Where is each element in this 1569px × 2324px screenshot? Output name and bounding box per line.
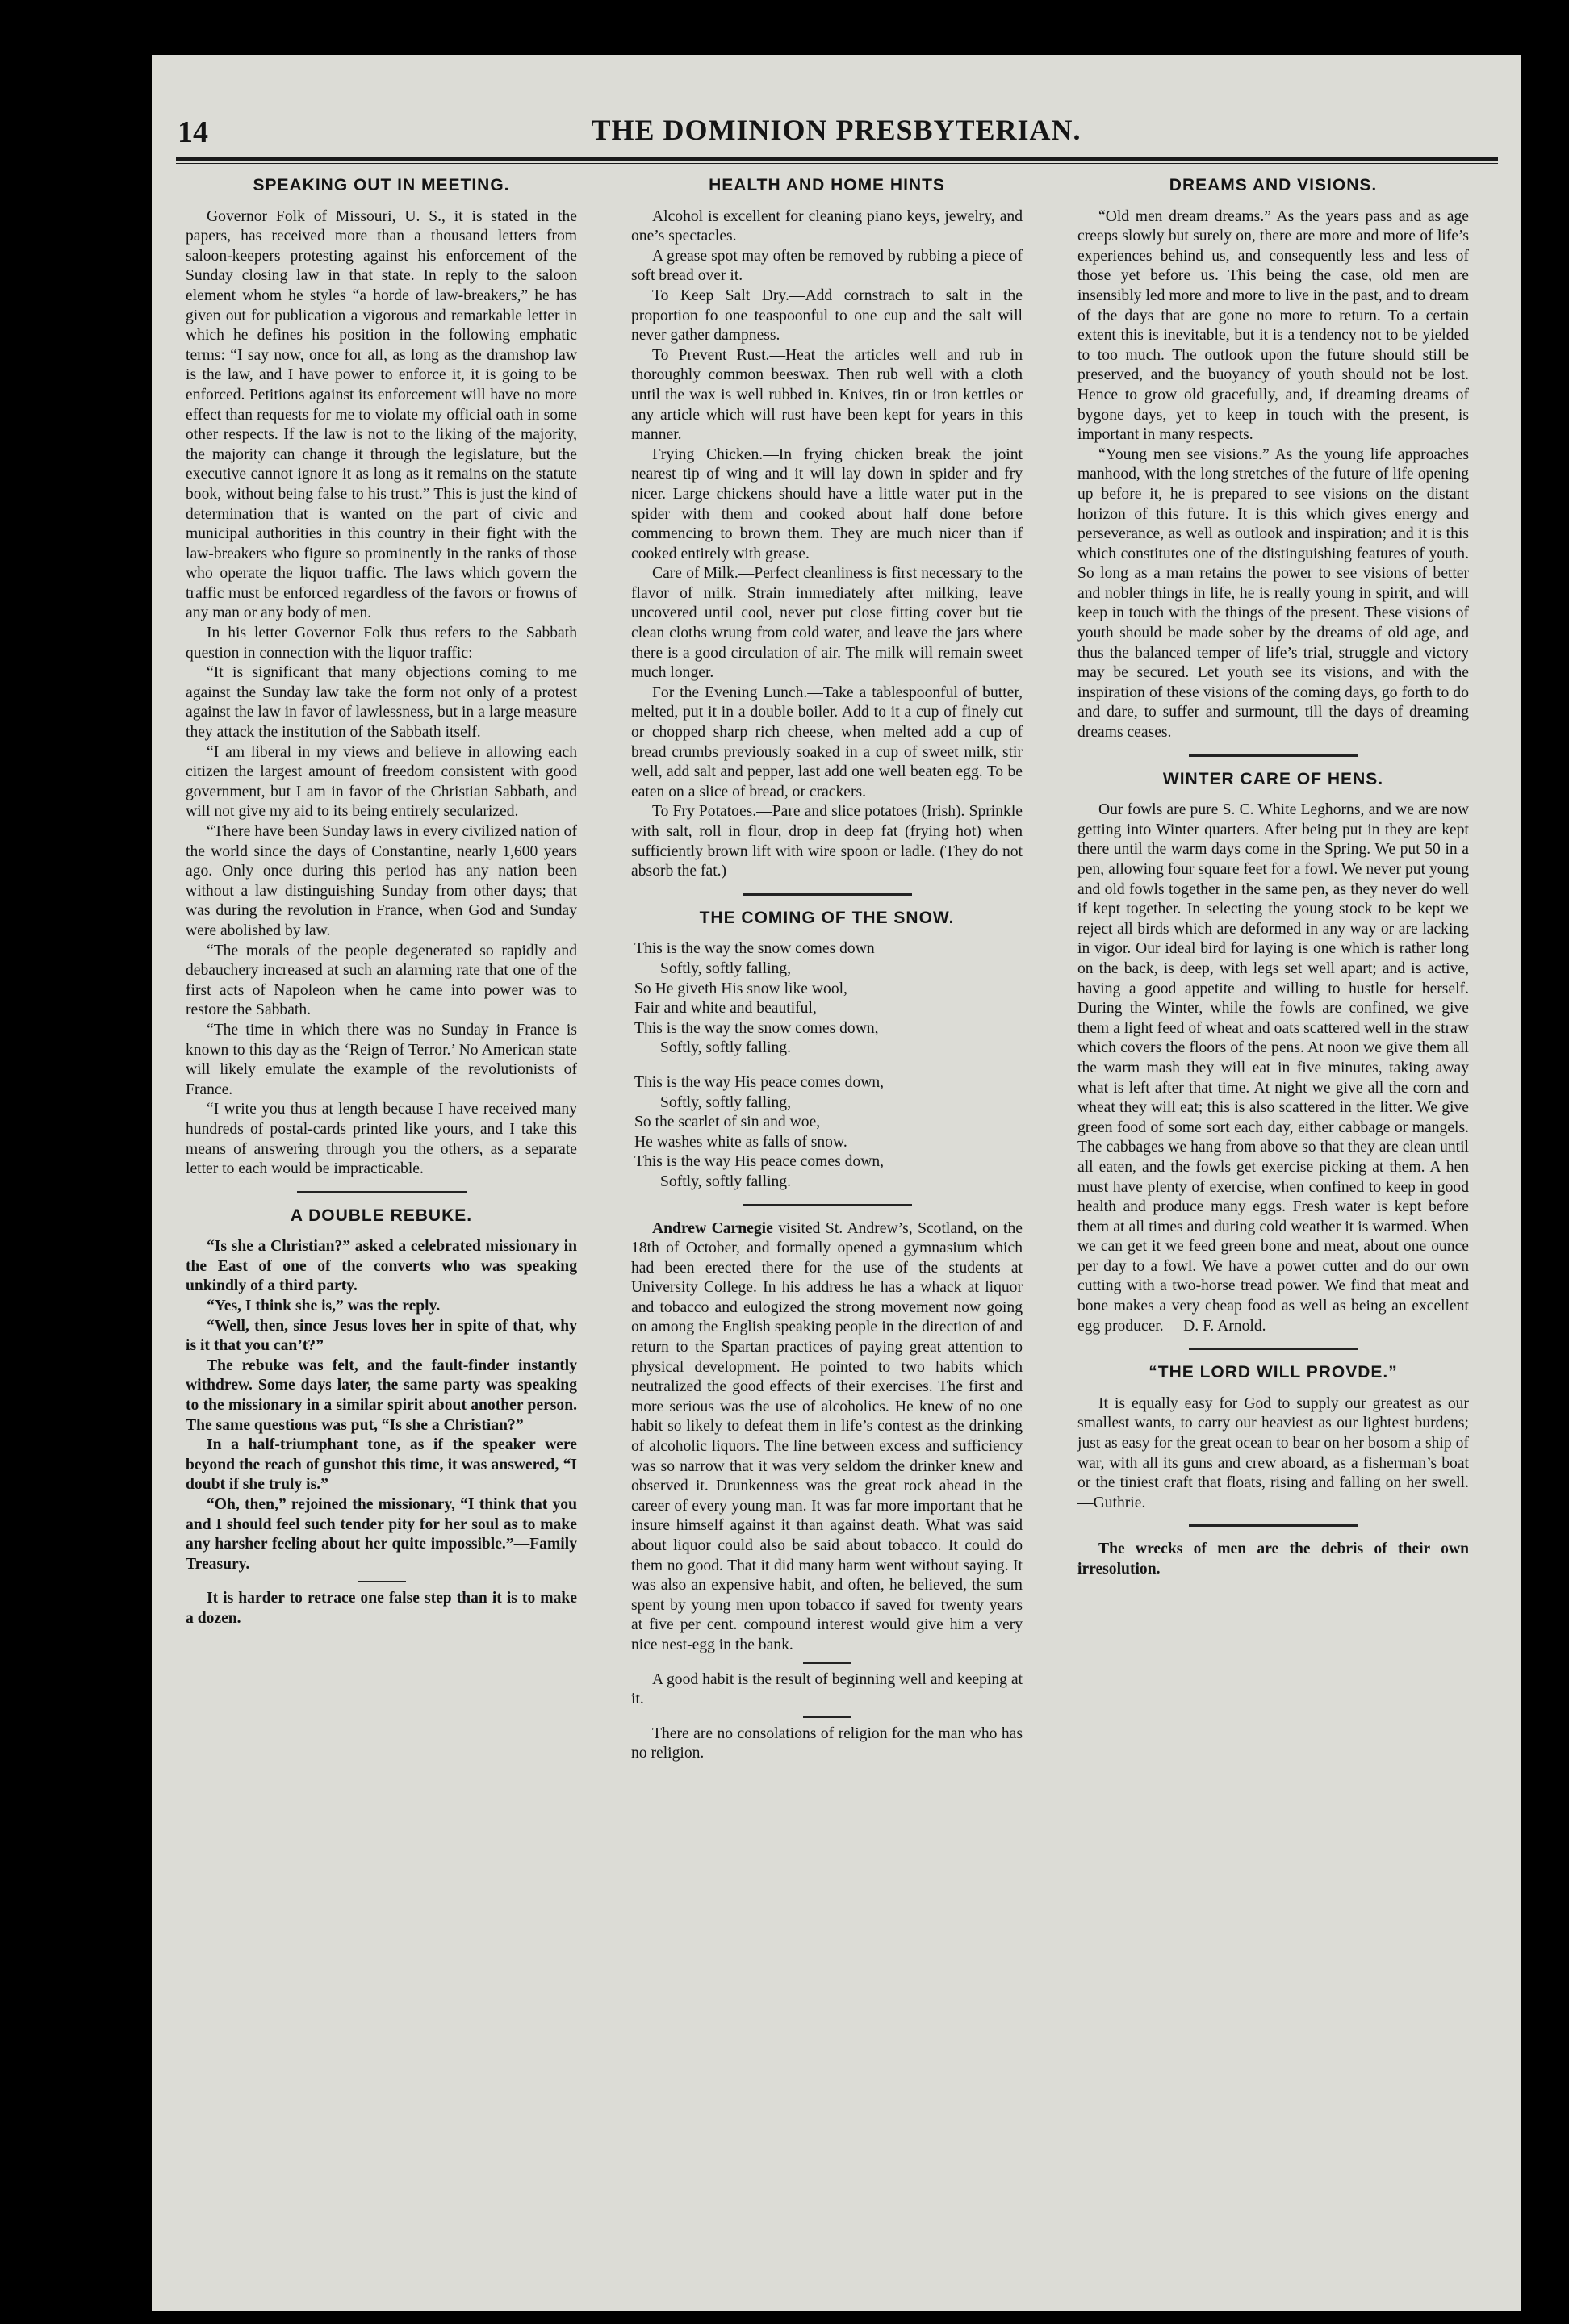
paragraph: “Young men see visions.” As the young life approaches manhood, with the long stretches of the future of life opening up before it, he is prepared to see visions on the distant horizon of this future. It is this which gives energy and perseverance, as well as outlook and inspiration; and it is this which constitutes one of the distinguishing features of youth. So long as a man retains the power to see visions of better and nobler things in life, he is really young in spirit, and will keep in touch with the things of the present. These visions of youth should be made sober by the dreams of old age, and thus the balanced temper of life’s trial, struggle and victory may be secured. Let youth see its visions, and with the inspiration of these visions of the coming days, go forth to do and dare, to suffer and surmount, till the days of dreaming dreams ceases. xyxy=(1077,445,1469,742)
note: A good habit is the result of beginning well and keeping at it. xyxy=(631,1670,1023,1708)
article-title: DREAMS AND VISIONS. xyxy=(1169,176,1378,194)
poem-line: This is the way the snow comes down xyxy=(634,940,875,958)
column-3 xyxy=(1077,176,1469,1580)
poem-line: Softly, softly falling. xyxy=(660,1039,792,1057)
paragraph: Alcohol is excellent for cleaning piano keys, jewelry, and one’s spectacles. xyxy=(631,207,1023,245)
paragraph: “It is significant that many objections coming to me against the Sunday law take the form not only of a protest against the law in favor of lawlessness, but in a large measure they attack the institution of the Sabbath itself. xyxy=(186,664,577,742)
paragraph: “Yes, I think she is,” was the reply. xyxy=(207,1298,441,1315)
poem-line: He washes white as falls of snow. xyxy=(634,1133,847,1151)
column-divider xyxy=(1189,1348,1358,1350)
poem-stanza xyxy=(634,939,1023,1059)
paragraph: “There have been Sunday laws in every civilized nation of the world since the days of Constantine, nearly 1,600 years ago. Only once during this period has any nation been without a law distinguishing Sunday from other days; that was during the revolution in France, when God and Sunday were abolished by law. xyxy=(186,823,577,939)
column-divider xyxy=(803,1662,851,1664)
column-divider xyxy=(743,893,912,896)
poem-line: So He giveth His snow like wool, xyxy=(634,980,847,997)
paragraph: To Prevent Rust.—Heat the articles well and rub in thoroughly common beeswax. Then rub well with a cloth until the wax is well rubbed in. Knives, tin or iron kettles or any article which will rust have been kept for years in this manner. xyxy=(631,346,1023,444)
poem-line: So the scarlet of sin and woe, xyxy=(634,1114,821,1131)
poem-line: Softly, softly falling, xyxy=(660,1093,792,1111)
poem-line: This is the way the snow comes down, xyxy=(634,1019,879,1037)
paragraph: “Is she a Christian?” asked a celebrated missionary in the East of one of the converts who was speaking unkindly of a third party. xyxy=(186,1238,577,1295)
poem-title: THE COMING OF THE SNOW. xyxy=(699,908,955,927)
paragraph: “Oh, then,” rejoined the missionary, “I think that you and I should feel such tender pity for her soul as to make any harsher feeling about her quite impossible.”—Family Treasury. xyxy=(186,1496,577,1573)
closing-note: The wrecks of men are the debris of their own irresolution. xyxy=(1077,1540,1469,1578)
newspaper-page xyxy=(152,55,1521,2311)
article-title: “THE LORD WILL PROVDE.” xyxy=(1149,1363,1398,1382)
paragraph: “Well, then, since Jesus loves her in spite of that, why is it that you can’t?” xyxy=(186,1317,577,1355)
paragraph: Care of Milk.—Perfect cleanliness is first necessary to the flavor of milk. Strain immediately after milking, leave uncovered until cool, never put close fitting cover but tie clean cloths wrung from cold water, and leave the jars where there is a good circulation of air. The milk will remain sweet much longer. xyxy=(631,565,1023,682)
paragraph: “Old men dream dreams.” As the years pass and as age creeps slowly but surely on, there are more and more of life’s experiences behind us, and consequently less and less of those yet before us. This being the case, old men are insensibly led more and more to live in the past, and to dream of the days that are gone no more to return. To a certain extent this is inevitable, but it is a tendency not to be yielded to too much. The outlook upon the future should still be preserved, and the buoyancy of youth should not be lost. Hence to grow old gracefully, and, if dreaming dreams of bygone days, yet to keep in touch with the present, is important in many respects. xyxy=(1077,207,1469,444)
masthead: THE DOMINION PRESBYTERIAN. xyxy=(591,114,1082,146)
paragraph: In his letter Governor Folk thus refers to the Sabbath question in connection with the liquor traffic: xyxy=(186,625,577,662)
column-divider xyxy=(358,1581,406,1582)
article-title: SPEAKING OUT IN MEETING. xyxy=(253,176,510,194)
paragraph: “I am liberal in my views and believe in allowing each citizen the largest amount of freedom consistent with good government, but I am in favor of the Christian Sabbath, and will not give my aid to its being entirely secularized. xyxy=(186,743,577,821)
column-divider xyxy=(743,1204,912,1206)
paragraph xyxy=(631,1219,1023,1656)
paragraph: To Keep Salt Dry.—Add cornstrach to salt in the proportion fo one teaspoonful to one cup and the salt will never gather dampness. xyxy=(631,286,1023,345)
article-title: HEALTH AND HOME HINTS xyxy=(709,176,945,194)
paragraph: Governor Folk of Missouri, U. S., it is stated in the papers, has received more than a thousand letters from saloon-keepers protesting against his enforcement of the Sunday closing law in that state. In reply to the saloon element whom he styles “a horde of law-breakers,” he has given out for publication a vigorous and remarkable letter in which he defines his position in the following emphatic terms: “I say now, once for all, as long as the dramshop law is the law, and I have power to enforce it, it is going to be enforced. Petitions against its enforcement will have no more effect than requests for me to violate my official oath in some other respects. If the law is not to the liking of the majority, the majority can change it through the legislature, but the executive cannot ignore it as long as it remains on the statute book, without being false to his trust.” This is just the kind of determination that is wanted on the part of civic and municipal authorities in this country in their fight with the law-breakers who figure so prominently in the ranks of those who operate the liquor traffic. The laws which govern the traffic must be enforced regardless of the favors or frowns of any man or any body of men. xyxy=(186,207,577,622)
page-number: 14 xyxy=(178,115,208,149)
poem-stanza xyxy=(634,1073,1023,1193)
header-rule-thin xyxy=(176,163,1498,164)
note: There are no consolations of religion for the man who has no religion. xyxy=(631,1724,1023,1762)
paragraph: To Fry Potatoes.—Pare and slice potatoes (Irish). Sprinkle with salt, roll in flour, drop in deep fat (frying hot) when sufficiently brown lift with wire spoon or ladle. (They do not absorb the fat.) xyxy=(631,803,1023,880)
column-divider xyxy=(1189,754,1358,757)
paragraph: For the Evening Lunch.—Take a tablespoonful of butter, melted, put it in a double boiler. Add to it a cup of finely cut or chopped sharp rich cheese, when melted add a cup of bread crumbs previously soaked in a cup of sweet milk, stir well, add salt and pepper, last add one well beaten egg. To be eaten on a slice of bread, or crackers. xyxy=(631,683,1023,800)
article-title: A DOUBLE REBUKE. xyxy=(290,1206,473,1225)
column-divider xyxy=(297,1191,467,1193)
article-title: WINTER CARE OF HENS. xyxy=(1162,769,1384,788)
poem-line: Softly, softly falling. xyxy=(660,1172,792,1190)
paragraph: A grease spot may often be removed by rubbing a piece of soft bread over it. xyxy=(631,247,1023,285)
column-divider xyxy=(803,1716,851,1718)
header-rule xyxy=(176,157,1498,161)
column-2 xyxy=(631,176,1023,1764)
poem-line: Fair and white and beautiful, xyxy=(634,1000,817,1018)
column-1 xyxy=(186,176,577,1629)
paragraph: Frying Chicken.—In frying chicken break the joint nearest tip of wing and it will lay down in spider and fry nicer. Large chickens should have a little water put in the spider with them and cooked about half done before commencing to brown them. They are much nicer than if cooked entirely with grease. xyxy=(631,445,1023,562)
paragraph: It is equally easy for God to supply our greatest as our smallest wants, to carry our heaviest as our lightest burdens; just as easy for the great ocean to bear on her bosom a ship of war, with all its guns and crew aboard, as a fisherman’s boat or the tiniest craft that floats, rising and falling on her swell.—Guthrie. xyxy=(1077,1394,1469,1511)
paragraph-text: visited St. Andrew’s, Scotland, on the 18th of October, and formally opened a gymnasium which had been erected there for the use of the students at University College. In his address he has a whack at liquor and tobacco and eulogized the strong movement now going on among the English speaking people in the direction of and return to the Spartan practices of paying great attention to physical development. He pointed to two habits which neutralized the good effects of their exercises. The first and more serious was the use of alcoholics. He knew of no one habit so likely to defeat them in life’s contest as the drinking of alcoholic liquors. The line between excess and sufficiency was so narrow that it was very seldom the drinker knew and observed it. Drunkenness was the great rock ahead in the career of every young man. It was far more important that he insure himself against it than against death. What was said about liquor could also be said about tobacco. It could do them no good. That it did many harm went without saying. It was also an expensive habit, and often, he believed, the sum spent by young men upon tobacco if saved for twenty years at five per cent. compound interest would give him a very nice nest-egg in the bank. xyxy=(631,1219,1023,1653)
paragraph: “The morals of the people degenerated so rapidly and debauchery increased at such an alarming rate that one of the first acts of Napoleon when he came into power was to restore the Sabbath. xyxy=(186,942,577,1019)
poem-line: This is the way His peace comes down, xyxy=(634,1153,885,1171)
poem-line: Softly, softly falling, xyxy=(660,959,792,977)
paragraph: Our fowls are pure S. C. White Leghorns, and we are now getting into Winter quarters. After being put in they are kept there until the warm days come in the Spring. We put 50 in a pen, allowing four square feet for a fowl. We never put young and old fowls together in the same pen, as they never do well if kept together. In selecting the young stock to be kept we reject all birds which are deformed in any way or are lacking in vigor. Our ideal bird for laying is one which is rather long on the back, is deep, with legs set well apart; and is active, having a good appetite and willing to hustle for herself. During the Winter, while the fowls are confined, we give them a light feed of wheat and oats scattered well in the straw which covers the floors of the pens. At noon we give them all the warm mash they will eat in five minutes, taking away what is left after that time. At night we give all the corn and wheat they will eat; this is also scattered in the litter. We give green food of some sort each day, either cabbage or mangels. The cabbages we hang from above so that they are clean until all eaten, and the fowls get exercise picking at them. A hen must have plenty of exercise, when confined to keep in good health and produce many eggs. Fresh water is kept before them at all times and during cold weather it is warmed. When we can get it we feed green bone and meat, about one ounce per day to a fowl. We have a power cutter and do our own cutting with a two-horse tread power. We find that meat and bone makes a very cheap food as well as being an excellent egg producer. —D. F. Arnold. xyxy=(1077,801,1469,1335)
lead-name: Andrew Carnegie xyxy=(652,1219,773,1237)
column-divider xyxy=(1189,1524,1358,1527)
poem-line: This is the way His peace comes down, xyxy=(634,1073,885,1091)
paragraph: “The time in which there was no Sunday in France is known to this day as the ‘Reign of Terror.’ No American state will likely emulate the example of the revolutionists of France. xyxy=(186,1021,577,1098)
paragraph: In a half-triumphant tone, as if the speaker were beyond the reach of gunshot this time, it was answered, “I doubt if she truly is.” xyxy=(186,1436,577,1494)
paragraph: The rebuke was felt, and the fault-finder instantly withdrew. Some days later, the same party was speaking to the missionary in a similar spirit about another person. The same questions was put, “Is she a Christian?” xyxy=(186,1356,577,1434)
paragraph: “I write you thus at length because I have received many hundreds of postal-cards printed like yours, and I take this means of answering through you the others, as a separate letter to each would be impracticable. xyxy=(186,1101,577,1178)
closing-note: It is harder to retrace one false step than it is to make a dozen. xyxy=(186,1590,577,1627)
